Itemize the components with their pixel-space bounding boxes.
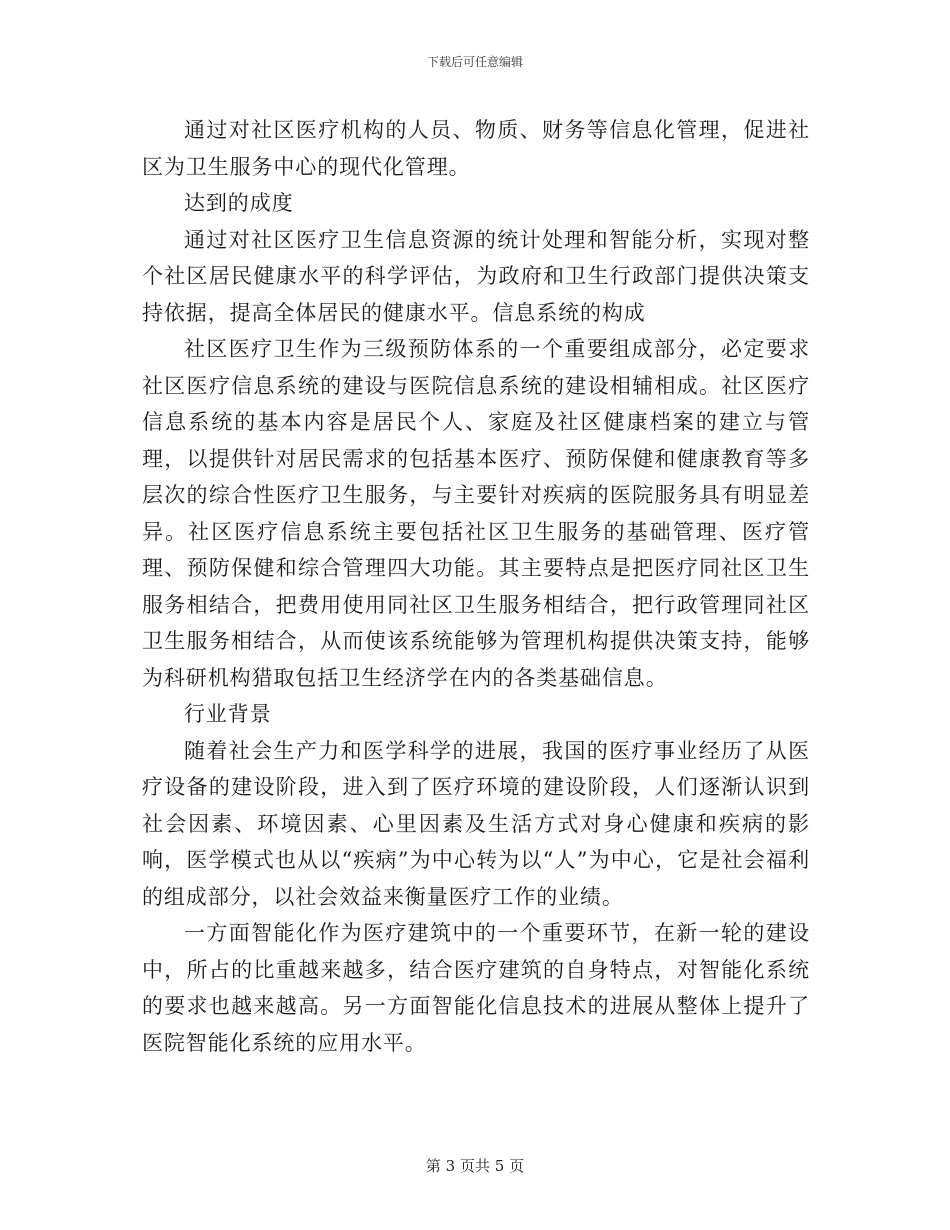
page-number: 第 3 页共 5 页 [425, 1157, 525, 1175]
document-body [142, 112, 810, 1061]
paragraph: 一方面智能化作为医疗建筑中的一个重要环节，在新一轮的建设中，所占的比重越来越多，结合医疗建筑的自身特点，对智能化系统的要求也越来越高。另一方面智能化信息技术的进展从整体上提升了医院智能化系统的应用水平。 [142, 921, 810, 1055]
paragraph: 随着社会生产力和医学科学的进展，我国的医疗事业经历了从医疗设备的建设阶段，进入到了医疗环境的建设阶段，人们逐渐认识到社会因素、环境因素、心里因素及生活方式对身心健康和疾病的影响，医学模式也从以“疾病”为中心转为以“人”为中心，它是社会福利的组成部分，以社会效益来衡量医疗工作的业绩。 [142, 738, 810, 909]
paragraph: 社区医疗卫生作为三级预防体系的一个重要组成部分，必定要求社区医疗信息系统的建设与医院信息系统的建设相辅相成。社区医疗信息系统的基本内容是居民个人、家庭及社区健康档案的建立与管理，以提供针对居民需求的包括基本医疗、预防保健和健康教育等多层次的综合性医疗卫生服务，与主要针对疾病的医院服务具有明显差异。社区医疗信息系统主要包括社区卫生服务的基础管理、医疗管理、预防保健和综合管理四大功能。其主要特点是把医疗同社区卫生服务相结合，把费用使用同社区卫生服务相结合，把行政管理同社区卫生服务相结合，从而使该系统能够为管理机构提供决策支持，能够为科研机构猎取包括卫生经济学在内的各类基础信息。 [142, 337, 810, 690]
page-header: 下载后可任意编辑 [426, 55, 523, 69]
paragraph: 通过对社区医疗机构的人员、物质、财务等信息化管理，促进社区为卫生服务中心的现代化管理。 [142, 118, 810, 179]
section-heading: 达到的成度 [184, 191, 294, 215]
paragraph: 通过对社区医疗卫生信息资源的统计处理和智能分析，实现对整个社区居民健康水平的科学评估，为政府和卫生行政部门提供决策支持依据，提高全体居民的健康水平。信息系统的构成 [142, 227, 810, 325]
section-heading: 行业背景 [184, 702, 272, 726]
